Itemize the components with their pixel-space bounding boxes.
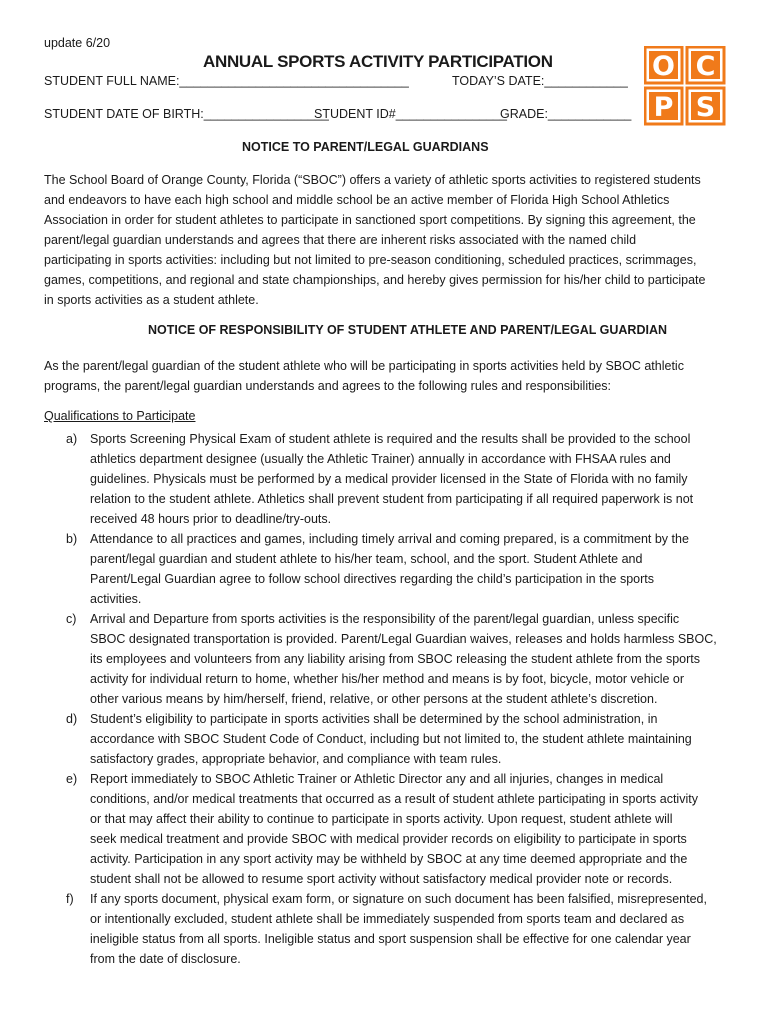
qualifications-list xyxy=(44,429,734,969)
notice-parent-heading: NOTICE TO PARENT/LEGAL GUARDIANS xyxy=(242,140,489,154)
notice-responsibility-heading: NOTICE OF RESPONSIBILITY OF STUDENT ATHLETE AND PARENT/LEGAL GUARDIAN xyxy=(148,323,667,337)
text-line: Association in order for student athletes to participate in sanctioned sport competitions. By signing this agreement, the xyxy=(44,213,696,227)
text-line: relation to the student athlete. Athletics shall prevent student from participating if all required paperwork is not xyxy=(90,492,694,506)
text-line: The School Board of Orange County, Florida (“SBOC”) offers a variety of athletic sports activities to registered students xyxy=(44,173,701,187)
logo-letter: P xyxy=(653,92,674,123)
text-line: Sports Screening Physical Exam of student athlete is required and the results shall be provided to the school xyxy=(90,432,691,446)
list-marker: b) xyxy=(66,532,78,546)
text-line: activity for individual return to home, whether his/her method and means is by foot, bicycle, motor vehicle or xyxy=(90,672,685,686)
list-marker: f) xyxy=(66,892,74,906)
text-line: Student’s eligibility to participate in sports activities shall be determined by the school administration, in xyxy=(90,712,658,726)
list-marker: c) xyxy=(66,612,77,626)
text-line: games, competitions, and regional and state championships, and hereby gives permission for his/her child to participate xyxy=(44,273,706,287)
text-line: parent/legal guardian understands and agrees that there are inherent risks associated with the named child xyxy=(44,233,637,247)
text-line: guidelines. Physicals must be performed by a medical provider licensed in the State of Florida with no family xyxy=(90,472,688,486)
list-marker: d) xyxy=(66,712,78,726)
text-line: seek medical treatment and provide SBOC with medical provider records on eligibility to participate in sports xyxy=(90,832,687,846)
logo-letter: S xyxy=(695,92,716,123)
text-line: activity. Participation in any sport activity may be withheld by SBOC at any time deemed appropriate and the xyxy=(90,852,688,866)
grade-field: GRADE:____________ xyxy=(500,107,632,121)
text-line: other various means by him/herself, friend, relative, or other persons at the student athlete’s discretion. xyxy=(90,692,658,706)
list-item xyxy=(44,769,734,889)
logo-letter: O xyxy=(652,51,675,82)
text-line: student shall not be allowed to resume sport activity without satisfactory medical provider note or records. xyxy=(90,872,673,886)
text-line: or that may affect their ability to continue to participate in sports activity. Upon request, student athlete will xyxy=(90,812,673,826)
list-marker: e) xyxy=(66,772,78,786)
list-item xyxy=(44,429,734,529)
text-line: If any sports document, physical exam form, or signature on such document has been falsified, misrepresented, xyxy=(90,892,707,906)
text-line: Attendance to all practices and games, including timely arrival and coming prepared, is a commitment by the xyxy=(90,532,689,546)
list-item xyxy=(44,709,734,769)
list-item xyxy=(44,889,734,969)
notice-responsibility-paragraph xyxy=(44,356,729,396)
student-name-field: STUDENT FULL NAME:_________________________________ xyxy=(44,74,409,88)
text-line: or intentionally excluded, student athlete shall be immediately suspended from sports team and declared as xyxy=(90,912,685,926)
text-line: ineligible status from all sports. Ineligible status and sport suspension shall be effective for one calendar year xyxy=(90,932,691,946)
dob-field: STUDENT DATE OF BIRTH:__________________ xyxy=(44,107,329,121)
list-marker: a) xyxy=(66,432,78,446)
text-line: and endeavors to have each high school and middle school be an active member of Florida High School Athletics xyxy=(44,193,670,207)
list-item xyxy=(44,529,734,609)
text-line: programs, the parent/legal guardian understands and agrees to the following rules and responsibilities: xyxy=(44,379,612,393)
text-line: Report immediately to SBOC Athletic Trainer or Athletic Director any and all injuries, changes in medical xyxy=(90,772,664,786)
ocps-logo xyxy=(644,46,726,126)
text-line: Arrival and Departure from sports activities is the responsibility of the parent/legal guardian, unless specific xyxy=(90,612,680,626)
text-line: received 48 hours prior to deadline/try-outs. xyxy=(90,512,332,526)
document-title: ANNUAL SPORTS ACTIVITY PARTICIPATION xyxy=(203,52,553,71)
text-line: parent/legal guardian and student athlete to his/her team, school, and the sport. Student Athlete and xyxy=(90,552,643,566)
notice-parent-paragraph xyxy=(44,170,729,310)
text-line: participating in sports activities: including but not limited to pre-season conditioning, scheduled practices, scrimmages, xyxy=(44,253,697,267)
qualifications-heading: Qualifications to Participate xyxy=(44,409,196,423)
text-line: athletics department designee (usually the Athletic Trainer) annually in accordance with FHSAA rules and xyxy=(90,452,671,466)
list-item xyxy=(44,609,734,709)
text-line: activities. xyxy=(90,592,142,606)
text-line: accordance with SBOC Student Code of Conduct, including but not limited to, the student athlete maintaining xyxy=(90,732,692,746)
text-line: from the date of disclosure. xyxy=(90,952,241,966)
text-line: As the parent/legal guardian of the student athlete who will be participating in sports activities held by SBOC athletic xyxy=(44,359,684,373)
logo-letter: C xyxy=(695,51,716,82)
update-date: update 6/20 xyxy=(44,36,111,50)
text-line: its employees and volunteers from any liability arising from SBOC releasing the student athlete from the sports xyxy=(90,652,701,666)
text-line: satisfactory grades, appropriate behavior, and compliance with team rules. xyxy=(90,752,502,766)
todays-date-field: TODAY’S DATE:____________ xyxy=(452,74,628,88)
text-line: in sports activities as a student athlete. xyxy=(44,293,259,307)
student-id-field: STUDENT ID#________________ xyxy=(314,107,507,121)
text-line: conditions, and/or medical treatments that occurred as a result of student athlete participating in sports activity xyxy=(90,792,698,806)
text-line: SBOC designated transportation is provided. Parent/Legal Guardian waives, releases and holds harmless SBOC, xyxy=(90,632,717,646)
text-line: Parent/Legal Guardian agree to follow school directives regarding the child’s participation in the sports xyxy=(90,572,654,586)
